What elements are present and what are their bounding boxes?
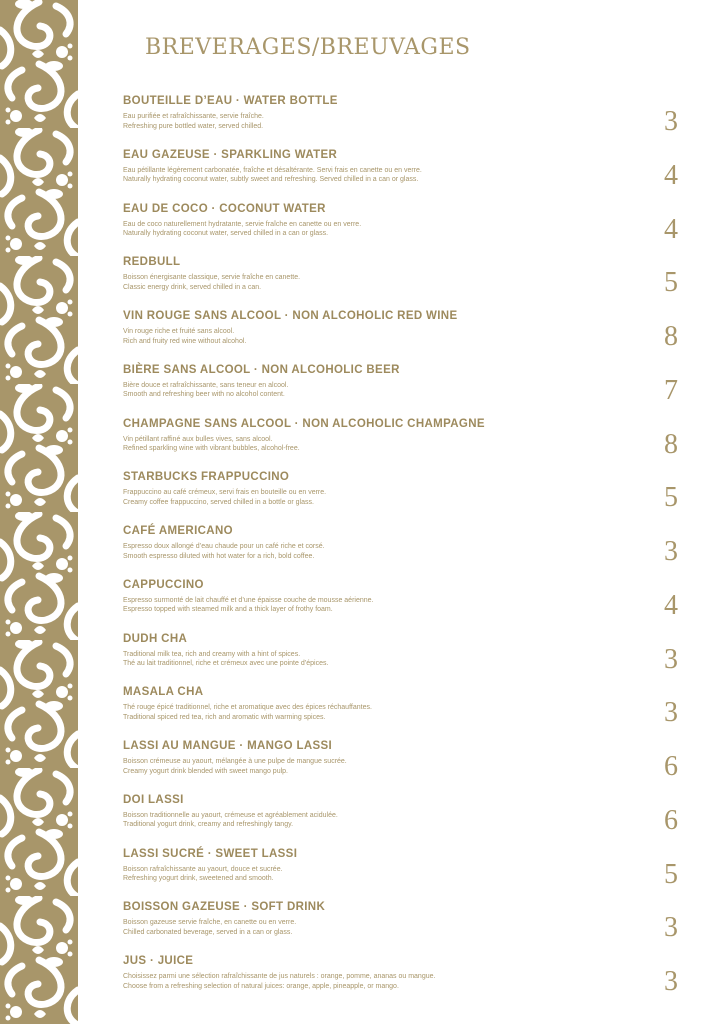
item-description-en: Traditional spiced red tea, rich and aromatic with warming spices. — [123, 713, 326, 721]
item-price: 8 — [664, 321, 678, 352]
item-description — [123, 757, 347, 776]
item-description-en: Naturally hydrating coconut water, subtly sweet and refreshing. Served chilled in a can or glass. — [123, 176, 419, 184]
item-price: 3 — [664, 697, 678, 729]
item-description — [123, 972, 435, 991]
item-name: BOUTEILLE D’EAU · WATER BOTTLE — [123, 95, 338, 107]
item-name: CAPPUCCINO — [123, 578, 204, 591]
item-description-fr: Espresso surmonté de lait chauffé et d’une épaisse couche de mousse aérienne. — [123, 596, 374, 604]
menu-item — [123, 417, 708, 465]
item-name: DOI LASSI — [123, 793, 184, 806]
item-description — [123, 435, 300, 454]
menu-item — [123, 847, 708, 895]
item-description-fr: Boisson rafraîchissante au yaourt, douce et sucrée. — [123, 865, 283, 873]
item-name: EAU DE COCO · COCONUT WATER — [123, 202, 326, 215]
item-price: 4 — [664, 159, 678, 191]
item-description-fr: Eau pétillante légèrement carbonatée, fraîche et désaltérante. Servi frais en canette ou en verre. — [123, 166, 422, 174]
item-description-fr: Boisson gazeuse servie fraîche, en canette ou en verre. — [123, 919, 297, 927]
item-name: CAFÉ AMERICANO — [123, 525, 233, 537]
item-description-en: Choose from a refreshing selection of natural juices: orange, apple, pineapple, or mango. — [123, 982, 399, 990]
item-price: 6 — [664, 804, 678, 836]
item-name: DUDH CHA — [123, 632, 188, 645]
item-description-fr: Vin pétillant raffiné aux bulles vives, sans alcool. — [123, 435, 273, 443]
item-description — [123, 220, 361, 239]
item-price: 7 — [664, 374, 678, 406]
menu-item — [123, 255, 708, 303]
menu-item — [123, 739, 708, 787]
item-name: MASALA CHA — [123, 686, 204, 699]
item-name: LASSI SUCRÉ · SWEET LASSI — [123, 847, 298, 860]
item-description-fr: Vin rouge riche et fruité sans alcool. — [123, 328, 235, 335]
item-name: REDBULL — [123, 256, 181, 269]
item-name: JUS · JUICE — [123, 955, 194, 967]
item-description-fr: Thé rouge épicé traditionnel, riche et aromatique avec des épices réchauffantes. — [123, 704, 372, 712]
item-name: STARBUCKS FRAPPUCCINO — [123, 471, 290, 484]
item-name: BIÈRE SANS ALCOOL · NON ALCOHOLIC BEER — [123, 363, 400, 376]
item-price: 3 — [664, 106, 678, 137]
menu-item — [123, 363, 708, 411]
item-description-en: Smooth and refreshing beer with no alcohol content. — [123, 391, 285, 399]
menu-item — [123, 900, 708, 948]
item-description-fr: Boisson traditionnelle au yaourt, crémeuse et agréablement acidulée. — [123, 811, 338, 819]
item-price: 5 — [664, 267, 678, 299]
item-description — [123, 327, 246, 346]
menu-item — [123, 578, 708, 626]
menu-item — [123, 94, 708, 142]
menu-item — [123, 632, 708, 680]
item-description — [123, 381, 288, 400]
item-description-en: Creamy yogurt drink blended with sweet mango pulp. — [123, 767, 288, 775]
item-price: 5 — [664, 482, 678, 514]
menu-item — [123, 524, 708, 572]
item-description-en: Rich and fruity red wine without alcohol. — [123, 337, 247, 345]
menu-title: BREVERAGES/BREUVAGES — [145, 35, 471, 60]
menu-item — [123, 470, 708, 518]
item-description-fr: Boisson crémeuse au yaourt, mélangée à une pulpe de mangue sucrée. — [123, 758, 347, 765]
item-description-en: Classic energy drink, served chilled in a can. — [123, 283, 262, 291]
item-description-fr: Choisissez parmi une sélection rafraîchissante de jus naturels : orange, pomme, ananas ou mangue. — [123, 973, 436, 980]
item-description-fr: Boisson énergisante classique, servie fraîche en canette. — [123, 274, 301, 282]
item-description — [123, 596, 373, 615]
item-description-en: Thé au lait traditionnel, riche et crémeux avec une pointe d’épices. — [123, 660, 329, 668]
item-description-en: Refined sparkling wine with vibrant bubbles, alcohol-free. — [123, 445, 300, 453]
item-description — [123, 703, 372, 722]
menu-item — [123, 954, 708, 1002]
item-description — [123, 273, 300, 292]
item-name: CHAMPAGNE SANS ALCOOL · NON ALCOHOLIC CHAMPAGNE — [123, 417, 485, 430]
item-price: 8 — [664, 428, 678, 460]
menu-item — [123, 685, 708, 733]
item-price: 3 — [664, 643, 678, 675]
item-price: 4 — [664, 213, 678, 245]
item-description — [123, 865, 283, 884]
item-description-en: Refreshing yogurt drink, sweetened and smooth. — [123, 875, 274, 883]
item-name: BOISSON GAZEUSE · SOFT DRINK — [123, 901, 326, 914]
item-description-fr: Traditional milk tea, rich and creamy with a hint of spices. — [123, 650, 301, 658]
item-price: 3 — [664, 912, 678, 944]
menu-item — [123, 793, 708, 841]
item-name: VIN ROUGE SANS ALCOOL · NON ALCOHOLIC RED WINE — [123, 310, 458, 322]
item-description — [123, 811, 338, 830]
menu-item — [123, 309, 708, 357]
item-description-en: Naturally hydrating coconut water, served chilled in a can or glass. — [123, 230, 329, 238]
item-name: LASSI AU MANGUE · MANGO LASSI — [123, 740, 333, 752]
item-description-fr: Espresso doux allongé d’eau chaude pour un café riche et corsé. — [123, 543, 325, 550]
item-description-fr: Bière douce et rafraîchissante, sans teneur en alcool. — [123, 381, 289, 389]
item-price: 3 — [664, 536, 678, 567]
item-price: 5 — [664, 858, 678, 890]
item-description — [123, 488, 326, 507]
item-description-fr: Eau de coco naturellement hydratante, servie fraîche en canette ou en verre. — [123, 220, 362, 228]
item-description-en: Traditional yogurt drink, creamy and refreshingly tangy. — [123, 821, 294, 829]
item-description — [123, 112, 264, 131]
item-description-fr: Eau purifiée et rafraîchissante, servie fraîche. — [123, 113, 264, 120]
menu-item — [123, 148, 708, 196]
item-description-en: Smooth espresso diluted with hot water for a rich, bold coffee. — [123, 552, 315, 560]
item-price: 3 — [664, 966, 678, 997]
damask-pattern-icon — [0, 0, 78, 1024]
item-description-en: Creamy coffee frappuccino, served chilled in a bottle or glass. — [123, 498, 314, 506]
item-description — [123, 542, 325, 561]
item-description — [123, 918, 296, 937]
item-description — [123, 650, 328, 669]
item-name: EAU GAZEUSE · SPARKLING WATER — [123, 148, 338, 161]
item-price: 6 — [664, 751, 678, 782]
item-description-en: Refreshing pure bottled water, served chilled. — [123, 122, 264, 130]
item-description-en: Espresso topped with steamed milk and a thick layer of frothy foam. — [123, 606, 333, 614]
item-description-en: Chilled carbonated beverage, served in a can or glass. — [123, 928, 293, 936]
item-description — [123, 166, 422, 185]
damask-ornament-border — [0, 0, 78, 1024]
item-description-fr: Frappuccino au café crémeux, servi frais en bouteille ou en verre. — [123, 489, 327, 497]
item-price: 4 — [664, 589, 678, 621]
menu-item — [123, 202, 708, 250]
